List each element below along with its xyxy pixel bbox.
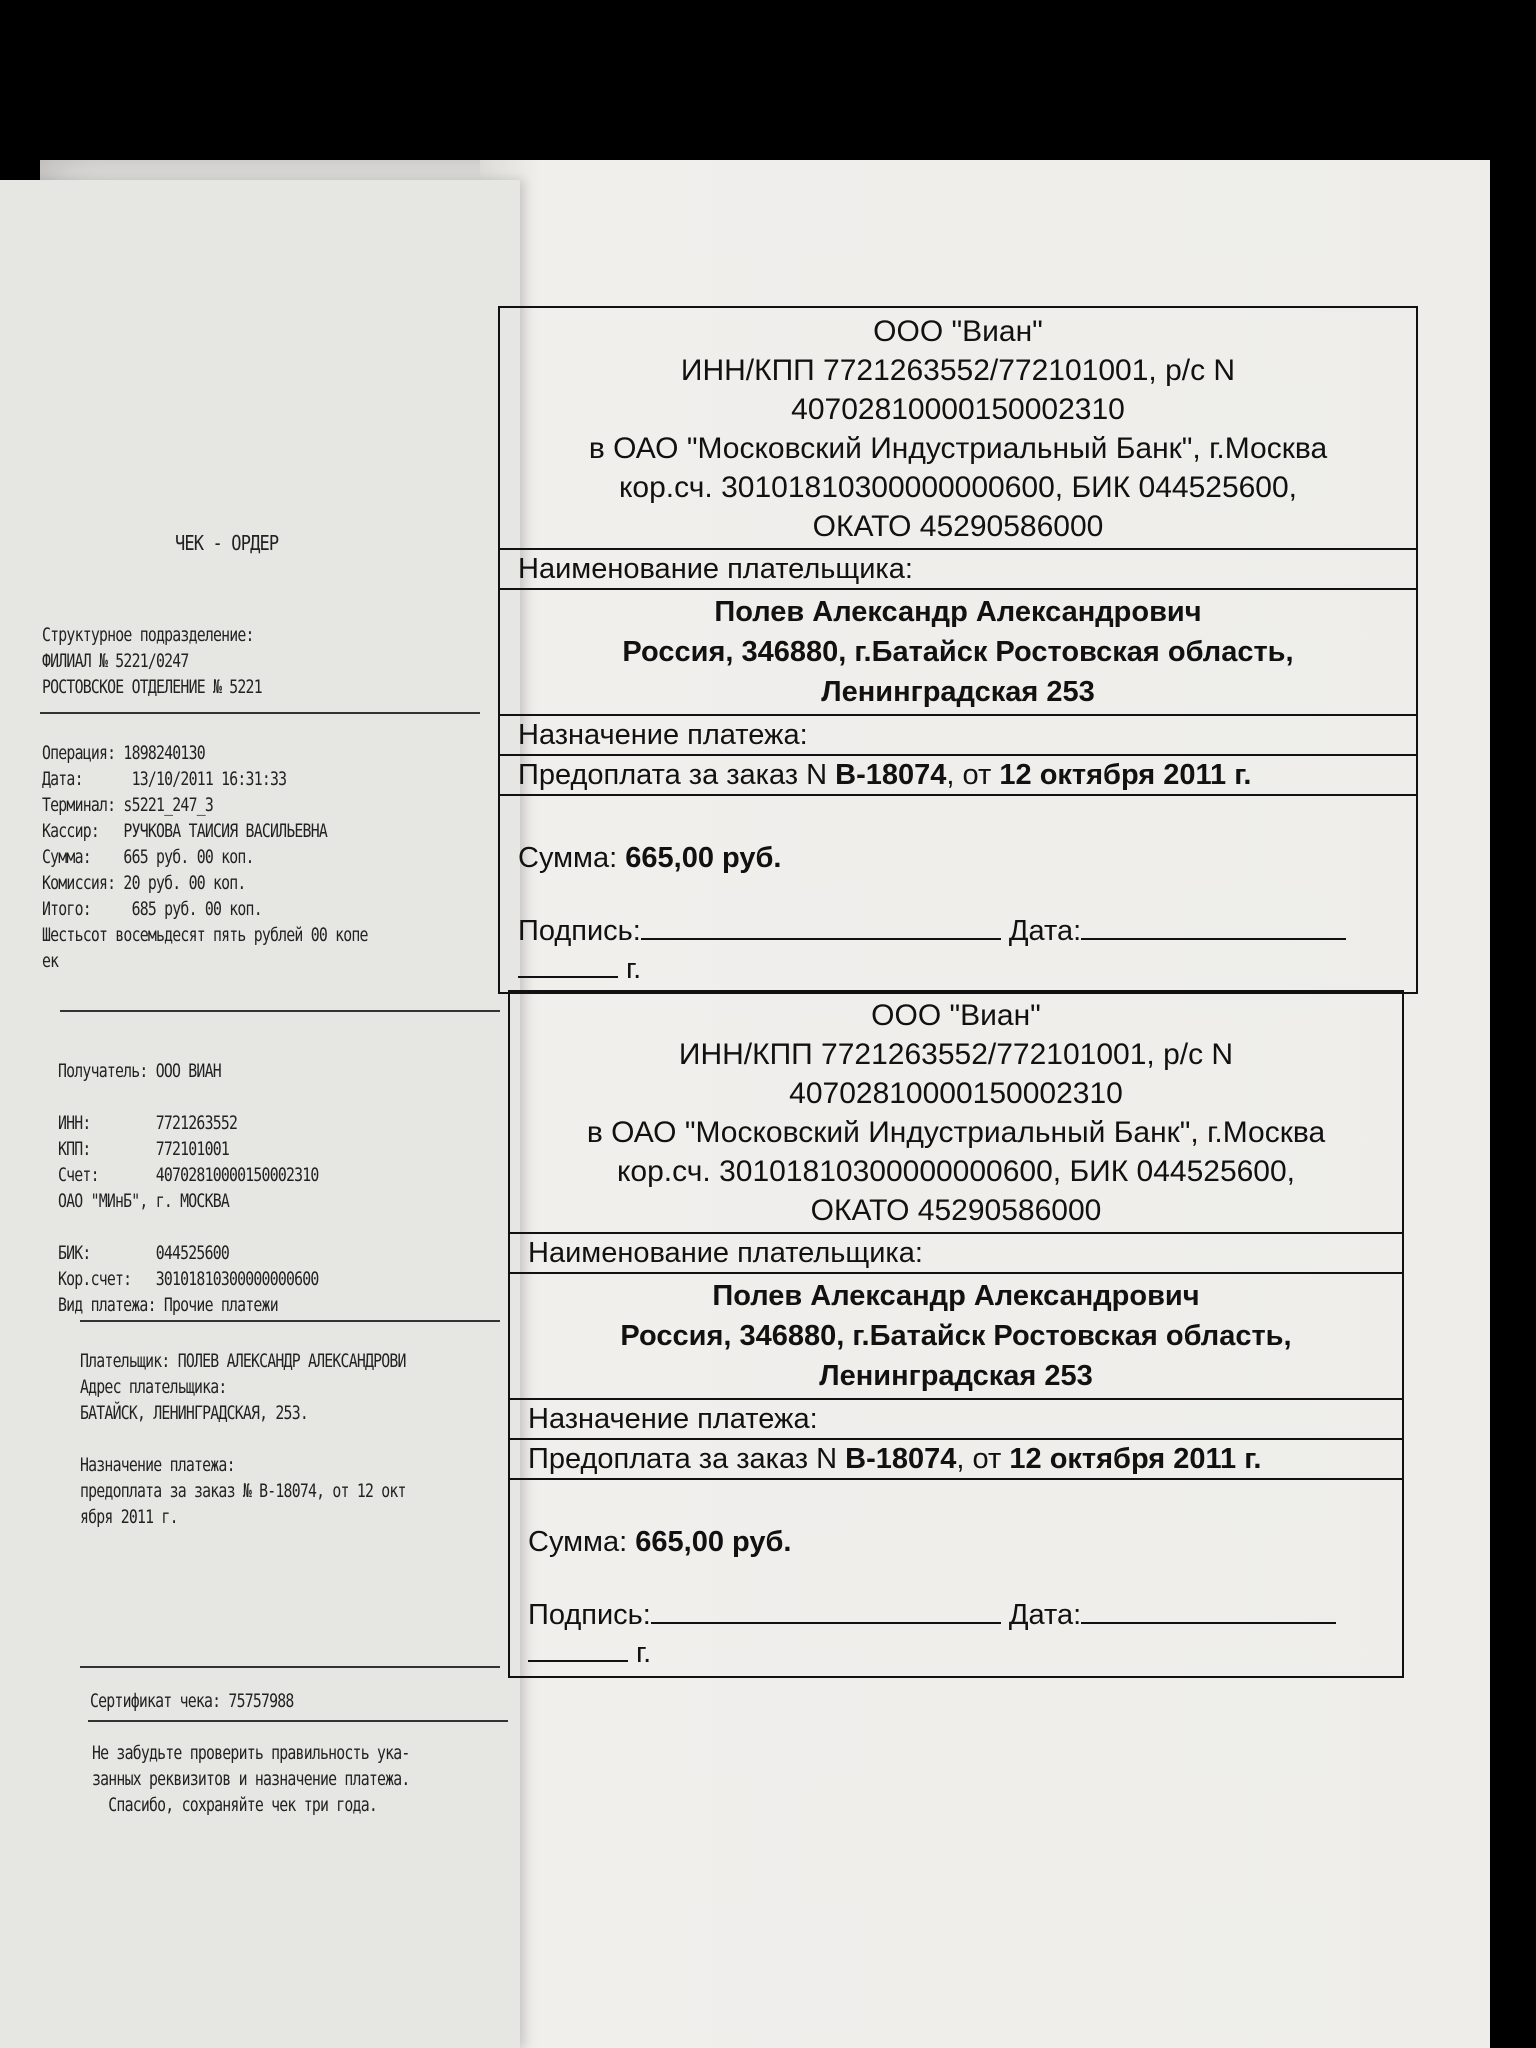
year-line: г. bbox=[528, 1632, 651, 1670]
date-blank bbox=[1081, 1594, 1336, 1624]
company-name: ООО "Виан" bbox=[871, 999, 1041, 1032]
okato: ОКАТО 45290586000 bbox=[812, 510, 1104, 543]
company-name: ООО "Виан" bbox=[873, 315, 1043, 348]
receipt-title: ЧЕК - ОРДЕР bbox=[175, 531, 279, 555]
payer-name: Полев Александр Александрович bbox=[714, 596, 1202, 628]
receipt-divider bbox=[80, 1666, 500, 1668]
payer-name: Полев Александр Александрович bbox=[712, 1280, 1200, 1312]
payer-address: Россия, 346880, г.Батайск Ростовская область, bbox=[622, 636, 1294, 668]
payment-purpose: Предоплата за заказ N В-18074, от 12 октября 2011 г. bbox=[500, 756, 1416, 796]
date-blank bbox=[1081, 910, 1346, 940]
payer-street: Ленинградская 253 bbox=[819, 1360, 1093, 1392]
cash-receipt bbox=[0, 180, 520, 2048]
year-blank bbox=[518, 948, 618, 978]
year-line: г. bbox=[518, 948, 641, 986]
sum-signature-section bbox=[510, 1480, 1402, 1676]
corr-account: кор.сч. 30101810300000000600, БИК 044525600, bbox=[616, 1155, 1296, 1188]
order-number: В-18074 bbox=[845, 1443, 957, 1475]
sum-value: 665,00 руб. bbox=[635, 1526, 792, 1558]
okato: ОКАТО 45290586000 bbox=[810, 1194, 1102, 1227]
receipt-divider bbox=[60, 1010, 500, 1012]
receipt-divider bbox=[40, 712, 480, 714]
order-date: 12 октября 2011 г. bbox=[1009, 1443, 1262, 1475]
sum-line: Сумма: 665,00 руб. bbox=[528, 1526, 792, 1558]
account-number: 40702810000150002310 bbox=[791, 393, 1125, 426]
corr-account: кор.сч. 30101810300000000600, БИК 044525600, bbox=[618, 471, 1298, 504]
receipt-certificate: Сертификат чека: 75757988 bbox=[90, 1690, 294, 1712]
payer-label: Наименование плательщика: bbox=[500, 550, 1416, 590]
payer-details bbox=[500, 590, 1416, 716]
purpose-label: Назначение платежа: bbox=[500, 716, 1416, 756]
payment-form-bottom bbox=[508, 990, 1404, 1678]
year-blank bbox=[528, 1632, 628, 1662]
sum-value: 665,00 руб. bbox=[625, 842, 782, 874]
order-number: В-18074 bbox=[835, 759, 947, 791]
recipient-details bbox=[510, 992, 1402, 1234]
bank-name: в ОАО "Московский Индустриальный Банк", г.Москва bbox=[588, 432, 1328, 465]
receipt-footer: Не забудьте проверить правильность ука- занных реквизитов и назначение платежа. Спасибо, сохраняйте чек три года. bbox=[92, 1742, 410, 1816]
signature-blank bbox=[651, 1594, 1001, 1624]
payer-address: Россия, 346880, г.Батайск Ростовская область, bbox=[620, 1320, 1292, 1352]
receipt-payer: Плательщик: ПОЛЕВ АЛЕКСАНДР АЛЕКСАНДРОВИ Адрес плательщика: БАТАЙСК, ЛЕНИНГРАДСКАЯ, 253. Назначение платежа: предоплата за заказ № В-18074, от 12 окт ября 2011 г. bbox=[80, 1350, 406, 1528]
sum-signature-section bbox=[500, 796, 1416, 992]
receipt-divider bbox=[88, 1720, 508, 1722]
receipt-unit: Структурное подразделение: ФИЛИАЛ № 5221/0247 РОСТОВСКОЕ ОТДЕЛЕНИЕ № 5221 bbox=[42, 624, 262, 698]
signature-line: Подпись: Дата: bbox=[528, 1594, 1336, 1632]
bank-name: в ОАО "Московский Индустриальный Банк", г.Москва bbox=[586, 1116, 1326, 1149]
payer-street: Ленинградская 253 bbox=[821, 676, 1095, 708]
signature-blank bbox=[641, 910, 1001, 940]
receipt-operation: Операция: 1898240130 Дата: 13/10/2011 16:31:33 Терминал: s5221_247_3 Кассир: РУЧКОВА ТАИСИЯ ВАСИЛЬЕВНА Сумма: 665 руб. 00 коп. Комиссия: 20 руб. 00 коп. Итого: 685 руб. 00 коп. Шестьсот восемьдесят пять рублей 00 копе ек bbox=[42, 742, 368, 972]
account-number: 40702810000150002310 bbox=[789, 1077, 1123, 1110]
payer-details bbox=[510, 1274, 1402, 1400]
inn-kpp: ИНН/КПП 7721263552/772101001, р/с N bbox=[678, 1038, 1234, 1071]
sum-line: Сумма: 665,00 руб. bbox=[518, 842, 782, 874]
payment-form-top bbox=[498, 306, 1418, 994]
receipt-recipient: Получатель: ООО ВИАН ИНН: 7721263552 КПП: 772101001 Счет: 40702810000150002310 ОАО "МИнБ", г. МОСКВА БИК: 044525600 Кор.счет: 30101810300000000600 Вид платежа: Прочие платежи bbox=[58, 1060, 319, 1316]
payer-label: Наименование плательщика: bbox=[510, 1234, 1402, 1274]
payment-purpose: Предоплата за заказ N В-18074, от 12 октября 2011 г. bbox=[510, 1440, 1402, 1480]
signature-line: Подпись: Дата: bbox=[518, 910, 1346, 948]
purpose-label: Назначение платежа: bbox=[510, 1400, 1402, 1440]
inn-kpp: ИНН/КПП 7721263552/772101001, р/с N bbox=[680, 354, 1236, 387]
order-date: 12 октября 2011 г. bbox=[999, 759, 1252, 791]
receipt-divider bbox=[80, 1320, 500, 1322]
recipient-details bbox=[500, 308, 1416, 550]
